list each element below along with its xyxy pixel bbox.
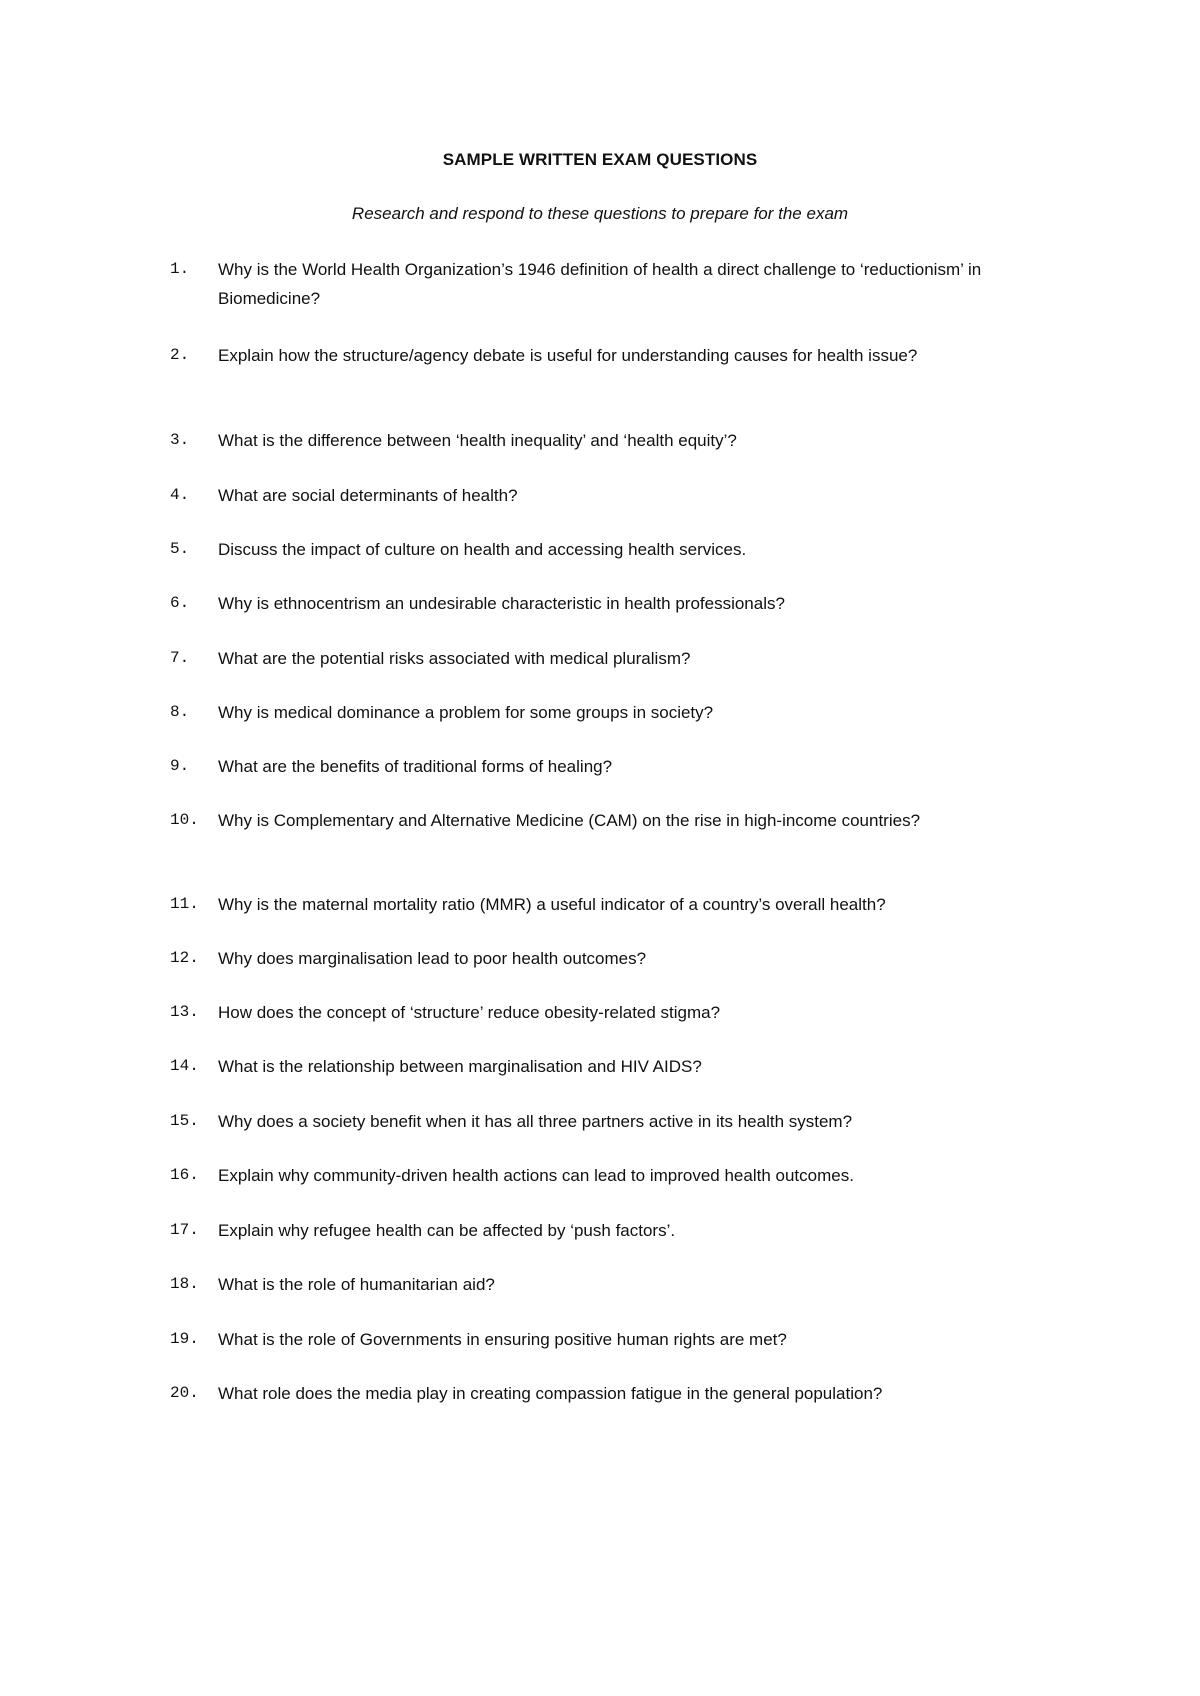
question-item — [170, 589, 1050, 618]
question-number: 20. — [170, 1384, 199, 1402]
question-item — [170, 806, 1050, 835]
question-item — [170, 535, 1050, 564]
question-number: 13. — [170, 1003, 199, 1021]
question-text: What is the relationship between marginalisation and HIV AIDS? — [218, 1057, 702, 1076]
question-text: Why is the maternal mortality ratio (MMR) a useful indicator of a country’s overall health? — [218, 895, 886, 914]
question-text: Explain why refugee health can be affected by ‘push factors’. — [218, 1221, 676, 1240]
question-text: What are the potential risks associated with medical pluralism? — [218, 649, 691, 668]
question-number: 2. — [170, 346, 190, 364]
question-text: What is the role of Governments in ensuring positive human rights are met? — [218, 1330, 787, 1349]
question-number: 11. — [170, 895, 199, 913]
question-item — [170, 1216, 1050, 1245]
question-text: Discuss the impact of culture on health and accessing health services. — [218, 540, 747, 559]
question-text: What are the benefits of traditional forms of healing? — [218, 757, 613, 776]
question-text: What is the difference between ‘health inequality’ and ‘health equity’? — [218, 431, 737, 450]
question-text: What are social determinants of health? — [218, 486, 518, 505]
question-item — [170, 1325, 1050, 1354]
question-item — [170, 752, 1050, 781]
question-item — [170, 1107, 1050, 1136]
question-item — [170, 944, 1050, 973]
question-text: Why is ethnocentrism an undesirable characteristic in health professionals? — [218, 594, 785, 613]
question-item — [170, 1161, 1050, 1190]
question-item — [170, 481, 1050, 510]
question-item — [170, 1379, 1050, 1408]
question-item — [170, 1270, 1050, 1299]
question-number: 17. — [170, 1221, 199, 1239]
question-text: Why is the World Health Organization’s 1946 definition of health a direct challenge to ‘reductionism’ in Biomedicine? — [218, 260, 982, 308]
question-number: 6. — [170, 594, 190, 612]
document-subtitle: Research and respond to these questions to prepare for the exam — [351, 204, 849, 223]
question-text: Explain how the structure/agency debate is useful for understanding causes for health issue? — [218, 346, 918, 365]
question-number: 10. — [170, 811, 199, 829]
question-number: 12. — [170, 949, 199, 967]
document-title: SAMPLE WRITTEN EXAM QUESTIONS — [442, 150, 758, 169]
question-number: 19. — [170, 1330, 199, 1348]
question-number: 15. — [170, 1112, 199, 1130]
question-number: 16. — [170, 1166, 199, 1184]
question-item — [170, 426, 1050, 455]
question-item — [170, 255, 1050, 313]
question-item — [170, 644, 1050, 673]
question-number: 1. — [170, 260, 190, 278]
question-item — [170, 341, 1050, 370]
question-text: Why does a society benefit when it has all three partners active in its health system? — [218, 1112, 853, 1131]
question-number: 9. — [170, 757, 190, 775]
question-number: 4. — [170, 486, 190, 504]
question-text: What role does the media play in creating compassion fatigue in the general population? — [218, 1384, 883, 1403]
question-item — [170, 998, 1050, 1027]
question-text: Why is medical dominance a problem for some groups in society? — [218, 703, 714, 722]
question-text: Why does marginalisation lead to poor health outcomes? — [218, 949, 647, 968]
question-text: Why is Complementary and Alternative Medicine (CAM) on the rise in high-income countries? — [218, 811, 921, 830]
question-text: What is the role of humanitarian aid? — [218, 1275, 495, 1294]
question-number: 5. — [170, 540, 190, 558]
question-text: How does the concept of ‘structure’ reduce obesity-related stigma? — [218, 1003, 721, 1022]
question-number: 8. — [170, 703, 190, 721]
question-number: 7. — [170, 649, 190, 667]
question-number: 3. — [170, 431, 190, 449]
question-number: 18. — [170, 1275, 199, 1293]
question-item — [170, 890, 1050, 919]
question-text: Explain why community-driven health actions can lead to improved health outcomes. — [218, 1166, 854, 1185]
question-number: 14. — [170, 1057, 199, 1075]
question-item — [170, 698, 1050, 727]
question-item — [170, 1052, 1050, 1081]
